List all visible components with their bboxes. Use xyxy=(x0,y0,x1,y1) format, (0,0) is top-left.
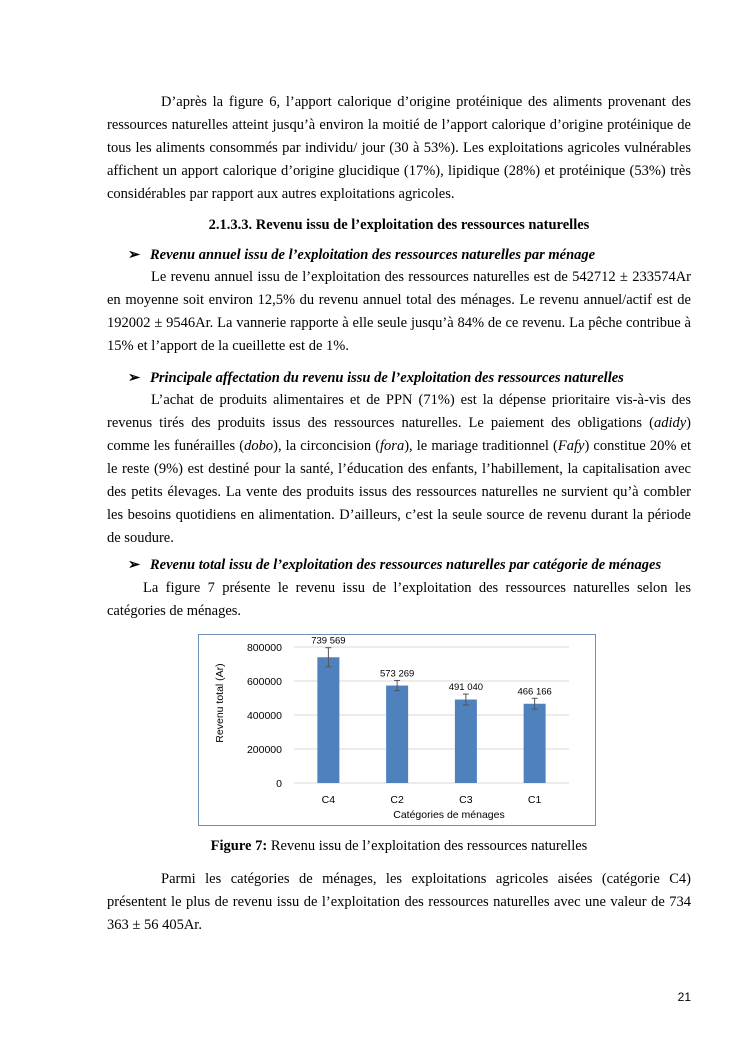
x-tick-label: C4 xyxy=(321,794,336,806)
x-tick-label: C3 xyxy=(459,794,473,806)
term-fora: fora xyxy=(380,438,405,454)
bar-c2 xyxy=(386,686,408,783)
y-tick-label: 400000 xyxy=(246,710,282,722)
bar-c1 xyxy=(524,704,546,783)
paragraph-income-allocation xyxy=(107,389,691,550)
data-label-c3: 491 040 xyxy=(448,682,484,694)
bullet-arrow-icon: ➢ xyxy=(128,247,141,263)
y-axis-label: Revenu total (Ar) xyxy=(214,663,226,743)
bullet-annual-income-text: Revenu annuel issu de l’exploitation des ressources naturelles par ménage xyxy=(150,247,596,263)
chart-svg xyxy=(199,635,595,825)
text-segment: ) constitue 20% et le reste (9%) est destiné pour la santé, l’éducation des enfants, l’habillement, la capitalisation avec des petits élevages. La vente des produits issus des ressources naturelles ne survient qu’à combler les besoins quotidiens en alimentation. D’ailleurs, c’est la seule source de revenu durant la période de soudure. xyxy=(107,438,691,546)
bullet-arrow-icon: ➢ xyxy=(128,370,141,386)
y-tick-label: 200000 xyxy=(246,744,282,756)
text-segment: ), le mariage traditionnel ( xyxy=(404,438,558,454)
section-heading: 2.1.3.3. Revenu issu de l’exploitation des ressources naturelles xyxy=(208,217,590,233)
text-segment: ) comme les funérailles ( xyxy=(107,415,691,454)
bullet-arrow-icon: ➢ xyxy=(128,557,141,573)
paragraph-annual-income: Le revenu annuel issu de l’exploitation des ressources naturelles est de 542712 ± 233574Ar en moyenne soit environ 12,5% du revenu annuel total des ménages. Le revenu annuel/actif est de 192002 ± 9546Ar. La vannerie rapporte à elle seule jusqu’à 84% de ce revenu. La pêche contribue à 15% et l’apport de la cueillette est de 1%. xyxy=(107,269,691,354)
text-segment: L’achat de produits alimentaires et de PPN (71%) est la dépense prioritaire vis-à-vis des revenus tirés des produits issus des ressources naturelles. Le paiement des obligations ( xyxy=(107,392,691,431)
figure-caption-label: Figure 7: xyxy=(210,838,268,854)
y-tick-label: 800000 xyxy=(246,642,282,654)
data-label-c4: 739 569 xyxy=(311,635,346,647)
bullet-annual-income xyxy=(128,245,698,265)
bullet-income-allocation-text: Principale affectation du revenu issu de l’exploitation des ressources naturelles xyxy=(150,370,624,386)
figure-caption xyxy=(107,836,691,856)
bar-c4 xyxy=(317,657,339,783)
y-tick-label: 600000 xyxy=(246,676,282,688)
figure-caption-text: Revenu issu de l’exploitation des ressources naturelles xyxy=(267,838,588,854)
x-axis-label: Catégories de ménages xyxy=(393,809,505,821)
bullet-total-income xyxy=(128,555,698,575)
figure-7-chart xyxy=(198,634,596,826)
x-tick-label: C1 xyxy=(527,794,542,806)
bar-c3 xyxy=(455,700,477,783)
data-label-c1: 466 166 xyxy=(517,686,552,698)
term-fafy: Fafy xyxy=(557,438,585,454)
paragraph-calorie-intake: D’après la figure 6, l’apport calorique d’origine protéinique des aliments provenant des ressources naturelles atteint jusqu’à environ la moitié de l’apport calorique d’origine protéinique de tous les aliments consommés par individu/ jour (30 à 53%). Les exploitations agricoles vulnérables affichent un apport calorique d’origine glucidique (17%), lipidique (28%) et protéinique (53%) très considérables par rapport aux autres exploitations agricoles. xyxy=(107,94,691,202)
paragraph-conclusion: Parmi les catégories de ménages, les exploitations agricoles aisées (catégorie C4) présentent le plus de revenu issu de l’exploitation des ressources naturelles avec une valeur de 734 363 ± 56 405Ar. xyxy=(107,871,691,933)
text-segment: ), la circoncision ( xyxy=(273,438,381,454)
bullet-income-allocation xyxy=(128,368,698,388)
y-tick-label: 0 xyxy=(276,778,282,790)
term-adidy: adidy xyxy=(653,415,687,431)
term-dobo: dobo xyxy=(244,438,274,454)
data-label-c2: 573 269 xyxy=(379,668,415,680)
x-tick-label: C2 xyxy=(390,794,404,806)
paragraph-figure-intro: La figure 7 présente le revenu issu de l’exploitation des ressources naturelles selon les catégories de ménages. xyxy=(107,580,691,619)
bullet-total-income-text: Revenu total issu de l’exploitation des ressources naturelles par catégorie de ménages xyxy=(150,557,662,573)
page-number: 21 xyxy=(677,990,691,1004)
